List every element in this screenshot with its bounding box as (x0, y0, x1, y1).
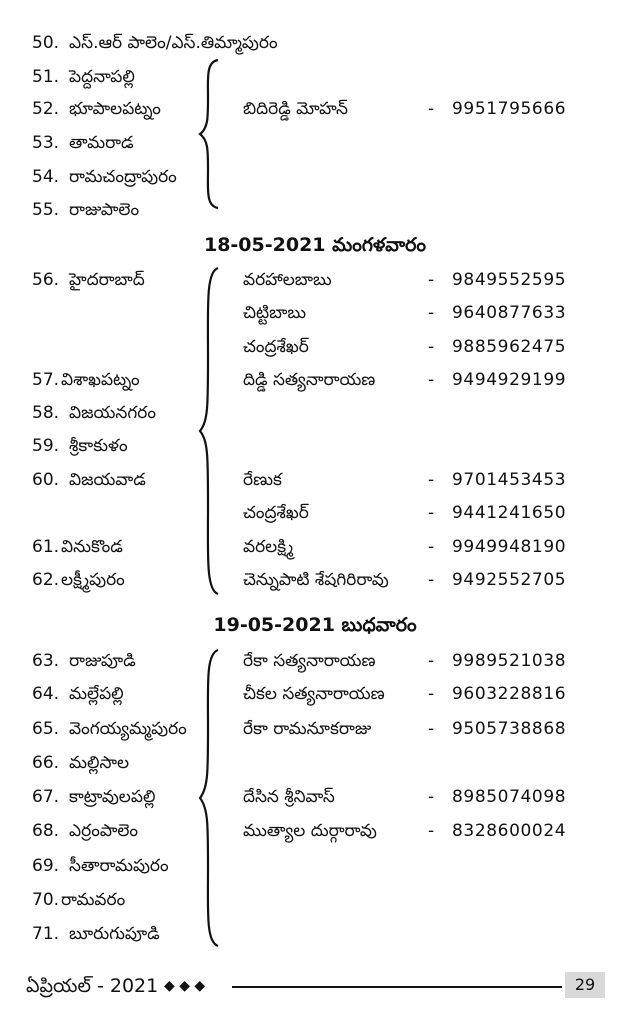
contact-person: రేణుక (243, 470, 282, 490)
place-name: విశాఖపట్నం (61, 370, 140, 390)
phone-number: 9441241650 (452, 503, 567, 523)
separator-dash: - (428, 470, 435, 490)
entry-number: 56. (32, 270, 60, 290)
place-name: రామచంద్రాపురం (69, 167, 177, 187)
contact-person: ముత్యాల దుర్గారావు (243, 821, 377, 841)
phone-number: 9885962475 (452, 337, 567, 357)
separator-dash: - (428, 570, 435, 590)
entry-number: 53. (32, 133, 60, 153)
place-name: కాట్రావులపల్లి (69, 787, 156, 807)
place-name: సీతారామపురం (69, 856, 169, 876)
entry-number: 64. (32, 684, 60, 704)
entry-number: 65. (32, 719, 60, 739)
contact-person: చెన్నుపాటి శేషగిరిరావు (243, 570, 389, 590)
phone-number: 8328600024 (452, 821, 567, 841)
place-name: బూరుగుపూడి (69, 924, 160, 944)
place-name: రాజుపూడి (69, 651, 136, 671)
place-name: మల్లిసాల (69, 753, 130, 773)
entry-number: 68. (32, 821, 60, 841)
separator-dash: - (428, 270, 435, 290)
separator-dash: - (428, 337, 435, 357)
place-name: వెంగయ్యమ్మపురం (69, 719, 187, 739)
entry-number: 50. (32, 33, 60, 53)
phone-number: 9849552595 (452, 270, 567, 290)
entry-number: 63. (32, 651, 60, 671)
separator-dash: - (428, 787, 435, 807)
contact-person: చంద్రశేఖర్ (243, 337, 309, 357)
entry-number: 60. (32, 470, 60, 490)
phone-number: 9494929199 (452, 370, 567, 390)
separator-dash: - (428, 719, 435, 739)
contact-person: చిట్టిబాబు (243, 303, 307, 323)
contact-person: వరహాలబాబు (243, 270, 332, 290)
entry-number: 61. (32, 537, 60, 557)
place-name: భూపాలపట్నం (69, 99, 161, 119)
curly-brace (196, 266, 232, 596)
separator-dash: - (428, 821, 435, 841)
place-name: శ్రీకాకుళం (69, 436, 128, 456)
phone-number: 9949948190 (452, 537, 567, 557)
footer-rule (232, 986, 562, 988)
place-name: వినుకొండ (61, 537, 123, 557)
footer-month: ఏప్రియల్ - 2021 (26, 975, 159, 997)
curly-brace (196, 648, 232, 948)
entry-number: 71. (32, 924, 60, 944)
place-name: ఎర్రంపాలెం (69, 821, 139, 841)
contact-person: రేకా రామనూకరాజు (243, 719, 372, 739)
phone-number: 8985074098 (452, 787, 567, 807)
separator-dash: - (428, 684, 435, 704)
entry-number: 51. (32, 67, 60, 87)
separator-dash: - (428, 503, 435, 523)
contact-person: వరలక్ష్మి (243, 537, 294, 557)
entry-number: 70. (32, 890, 60, 910)
contact-person: రేకా సత్యనారాయణ (243, 651, 376, 671)
phone-number: 9492552705 (452, 570, 567, 590)
date-heading: 19-05-2021 బుధవారం (213, 614, 417, 636)
entry-number: 59. (32, 436, 60, 456)
entry-number: 57. (32, 370, 60, 390)
place-name: ఎస్.ఆర్ పాలెం/ఎస్.తిమ్మాపురం (69, 33, 278, 53)
place-name: రాజుపాలెం (69, 200, 140, 220)
separator-dash: - (428, 303, 435, 323)
entry-number: 54. (32, 167, 60, 187)
separator-dash: - (428, 651, 435, 671)
phone-number: 9505738868 (452, 719, 567, 739)
page-number: 29 (565, 972, 605, 998)
contact-person: దేసిన శ్రీనివాస్ (243, 787, 335, 807)
phone-number: 9951795666 (452, 99, 567, 119)
place-name: విజయవాడ (69, 470, 146, 490)
place-name: పెద్దనాపల్లి (69, 67, 135, 87)
phone-number: 9640877633 (452, 303, 567, 323)
place-name: మల్లేపల్లి (69, 684, 124, 704)
contact-person: చంద్రశేఖర్ (243, 503, 309, 523)
contact-person: చీకల సత్యనారాయణ (243, 684, 385, 704)
entry-number: 66. (32, 753, 60, 773)
curly-brace (196, 58, 232, 210)
entry-number: 69. (32, 856, 60, 876)
place-name: విజయనగరం (69, 403, 156, 423)
phone-number: 9603228816 (452, 684, 567, 704)
separator-dash: - (428, 370, 435, 390)
place-name: తామరాడ (69, 133, 134, 153)
separator-dash: - (428, 537, 435, 557)
phone-number: 9989521038 (452, 651, 567, 671)
place-name: రామవరం (61, 890, 126, 910)
entry-number: 67. (32, 787, 60, 807)
place-name: హైదరాబాద్ (69, 270, 145, 290)
place-name: లక్ష్మీపురం (61, 570, 125, 590)
entry-number: 62. (32, 570, 60, 590)
diamond-ornament-icon: ◆ ◆ ◆ (164, 978, 206, 994)
entry-number: 52. (32, 99, 60, 119)
date-heading: 18-05-2021 మంగళవారం (203, 234, 427, 256)
page-footer (0, 968, 630, 1004)
phone-number: 9701453453 (452, 470, 567, 490)
entry-number: 55. (32, 200, 60, 220)
contact-person: దిడ్డి సత్యనారాయణ (243, 370, 376, 390)
separator-dash: - (428, 99, 435, 119)
contact-person: బిదిరెడ్డి మోహన్ (243, 99, 348, 119)
entry-number: 58. (32, 403, 60, 423)
